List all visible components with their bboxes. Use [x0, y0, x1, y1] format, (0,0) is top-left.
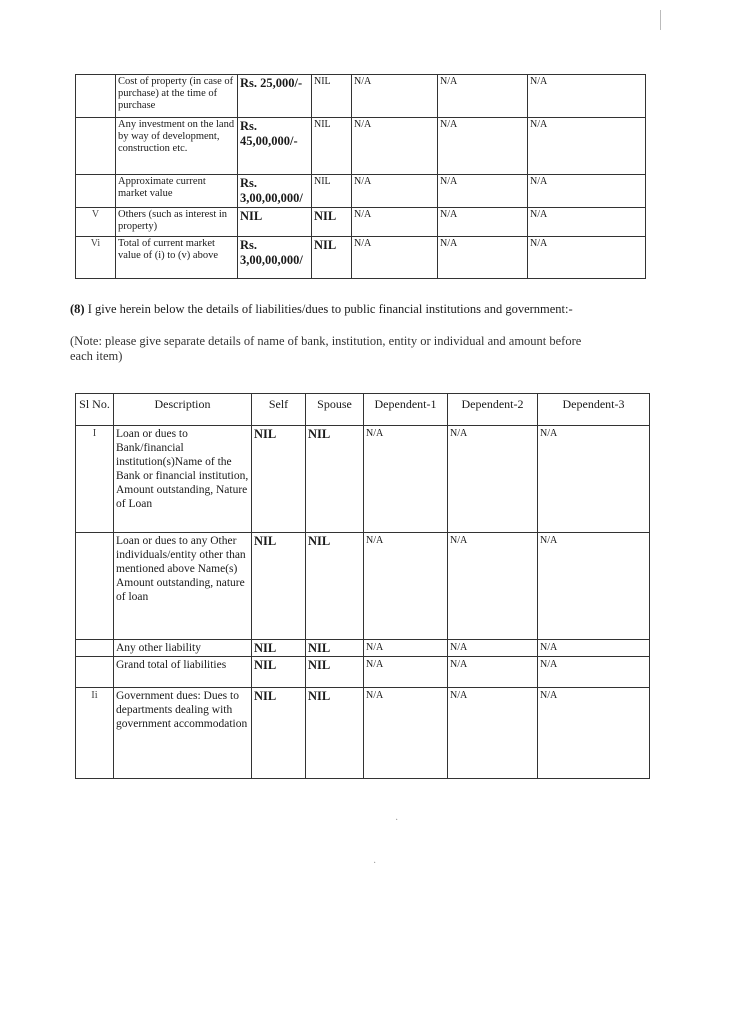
dependent-3-cell: N/A — [538, 426, 650, 533]
table-row — [76, 533, 650, 640]
description-cell: Cost of property (in case of purchase) at the time of purchase — [116, 75, 238, 118]
dependent-2-cell: N/A — [438, 118, 528, 175]
spouse-cell: NIL — [306, 640, 364, 657]
serial-number-cell — [76, 657, 114, 688]
dependent-2-cell: N/A — [438, 237, 528, 279]
dependent-3-cell: N/A — [528, 208, 646, 237]
self-cell: NIL — [238, 208, 312, 237]
header-sl-no: Sl No. — [76, 394, 114, 426]
self-cell: Rs. 25,000/- — [238, 75, 312, 118]
table-row — [76, 426, 650, 533]
dependent-2-cell: N/A — [438, 175, 528, 208]
serial-number-cell — [76, 75, 116, 118]
self-cell: NIL — [252, 426, 306, 533]
dependent-2-cell: N/A — [438, 208, 528, 237]
header-dependent-2: Dependent-2 — [448, 394, 538, 426]
dependent-1-cell: N/A — [364, 688, 448, 779]
spouse-cell: NIL — [306, 533, 364, 640]
self-cell: Rs. 45,00,000/- — [238, 118, 312, 175]
serial-number-cell — [76, 533, 114, 640]
section-number: (8) — [70, 302, 85, 316]
dependent-1-cell: N/A — [364, 640, 448, 657]
dependent-1-cell: N/A — [364, 426, 448, 533]
serial-number-cell — [76, 118, 116, 175]
spouse-cell: NIL — [312, 237, 352, 279]
description-cell: Loan or dues to Bank/financial institution(s)Name of the Bank or financial institution, Amount outstanding, Nature of Loan — [114, 426, 252, 533]
page-edge-mark — [660, 10, 661, 30]
spouse-cell: NIL — [312, 175, 352, 208]
dependent-3-cell: N/A — [538, 640, 650, 657]
serial-number-cell: V — [76, 208, 116, 237]
dependent-3-cell: N/A — [528, 118, 646, 175]
description-cell: Any other liability — [114, 640, 252, 657]
table-row — [76, 208, 646, 237]
header-description: Description — [114, 394, 252, 426]
spouse-cell: NIL — [306, 426, 364, 533]
spouse-cell: NIL — [306, 688, 364, 779]
scan-speck: · — [373, 858, 377, 869]
description-cell: Government dues: Dues to departments dealing with government accommodation — [114, 688, 252, 779]
description-cell: Others (such as interest in property) — [116, 208, 238, 237]
table-row — [76, 75, 646, 118]
table-row — [76, 688, 650, 779]
spouse-cell: NIL — [312, 118, 352, 175]
header-dependent-1: Dependent-1 — [364, 394, 448, 426]
scan-speck: · — [395, 815, 399, 826]
dependent-3-cell: N/A — [538, 657, 650, 688]
dependent-1-cell: N/A — [352, 118, 438, 175]
dependent-2-cell: N/A — [448, 533, 538, 640]
section-8-note: (Note: please give separate details of name of bank, institution, entity or individual and amount before each item) — [70, 334, 582, 363]
dependent-1-cell: N/A — [352, 175, 438, 208]
dependent-3-cell: N/A — [538, 533, 650, 640]
dependent-1-cell: N/A — [352, 237, 438, 279]
table-header-row — [76, 394, 650, 426]
table-row — [76, 237, 646, 279]
dependent-2-cell: N/A — [448, 657, 538, 688]
description-cell: Grand total of liabilities — [114, 657, 252, 688]
dependent-3-cell: N/A — [528, 75, 646, 118]
table-row — [76, 640, 650, 657]
header-dependent-3: Dependent-3 — [538, 394, 650, 426]
liabilities-table — [75, 393, 650, 779]
section-8-heading — [70, 302, 670, 317]
immovable-property-table — [75, 74, 646, 279]
dependent-2-cell: N/A — [448, 688, 538, 779]
self-cell: Rs. 3,00,00,000/ — [238, 237, 312, 279]
self-cell: NIL — [252, 657, 306, 688]
spouse-cell: NIL — [312, 208, 352, 237]
dependent-1-cell: N/A — [352, 208, 438, 237]
table-row — [76, 175, 646, 208]
spouse-cell: NIL — [312, 75, 352, 118]
serial-number-cell — [76, 175, 116, 208]
dependent-2-cell: N/A — [438, 75, 528, 118]
description-cell: Loan or dues to any Other individuals/entity other than mentioned above Name(s) Amount outstanding, nature of loan — [114, 533, 252, 640]
serial-number-cell — [76, 640, 114, 657]
dependent-3-cell: N/A — [538, 688, 650, 779]
self-cell: NIL — [252, 688, 306, 779]
serial-number-cell: I — [76, 426, 114, 533]
table-row — [76, 657, 650, 688]
table-row — [76, 118, 646, 175]
header-spouse: Spouse — [306, 394, 364, 426]
description-cell: Total of current market value of (i) to (v) above — [116, 237, 238, 279]
self-cell: NIL — [252, 640, 306, 657]
dependent-1-cell: N/A — [352, 75, 438, 118]
section-8-text: I give herein below the details of liabilities/dues to public financial institutions and government:- — [87, 302, 573, 316]
header-self: Self — [252, 394, 306, 426]
dependent-2-cell: N/A — [448, 426, 538, 533]
dependent-3-cell: N/A — [528, 175, 646, 208]
description-cell: Any investment on the land by way of development, construction etc. — [116, 118, 238, 175]
spouse-cell: NIL — [306, 657, 364, 688]
dependent-1-cell: N/A — [364, 657, 448, 688]
dependent-3-cell: N/A — [528, 237, 646, 279]
self-cell: NIL — [252, 533, 306, 640]
self-cell: Rs. 3,00,00,000/ — [238, 175, 312, 208]
serial-number-cell: Ii — [76, 688, 114, 779]
description-cell: Approximate current market value — [116, 175, 238, 208]
dependent-2-cell: N/A — [448, 640, 538, 657]
dependent-1-cell: N/A — [364, 533, 448, 640]
serial-number-cell: Vi — [76, 237, 116, 279]
